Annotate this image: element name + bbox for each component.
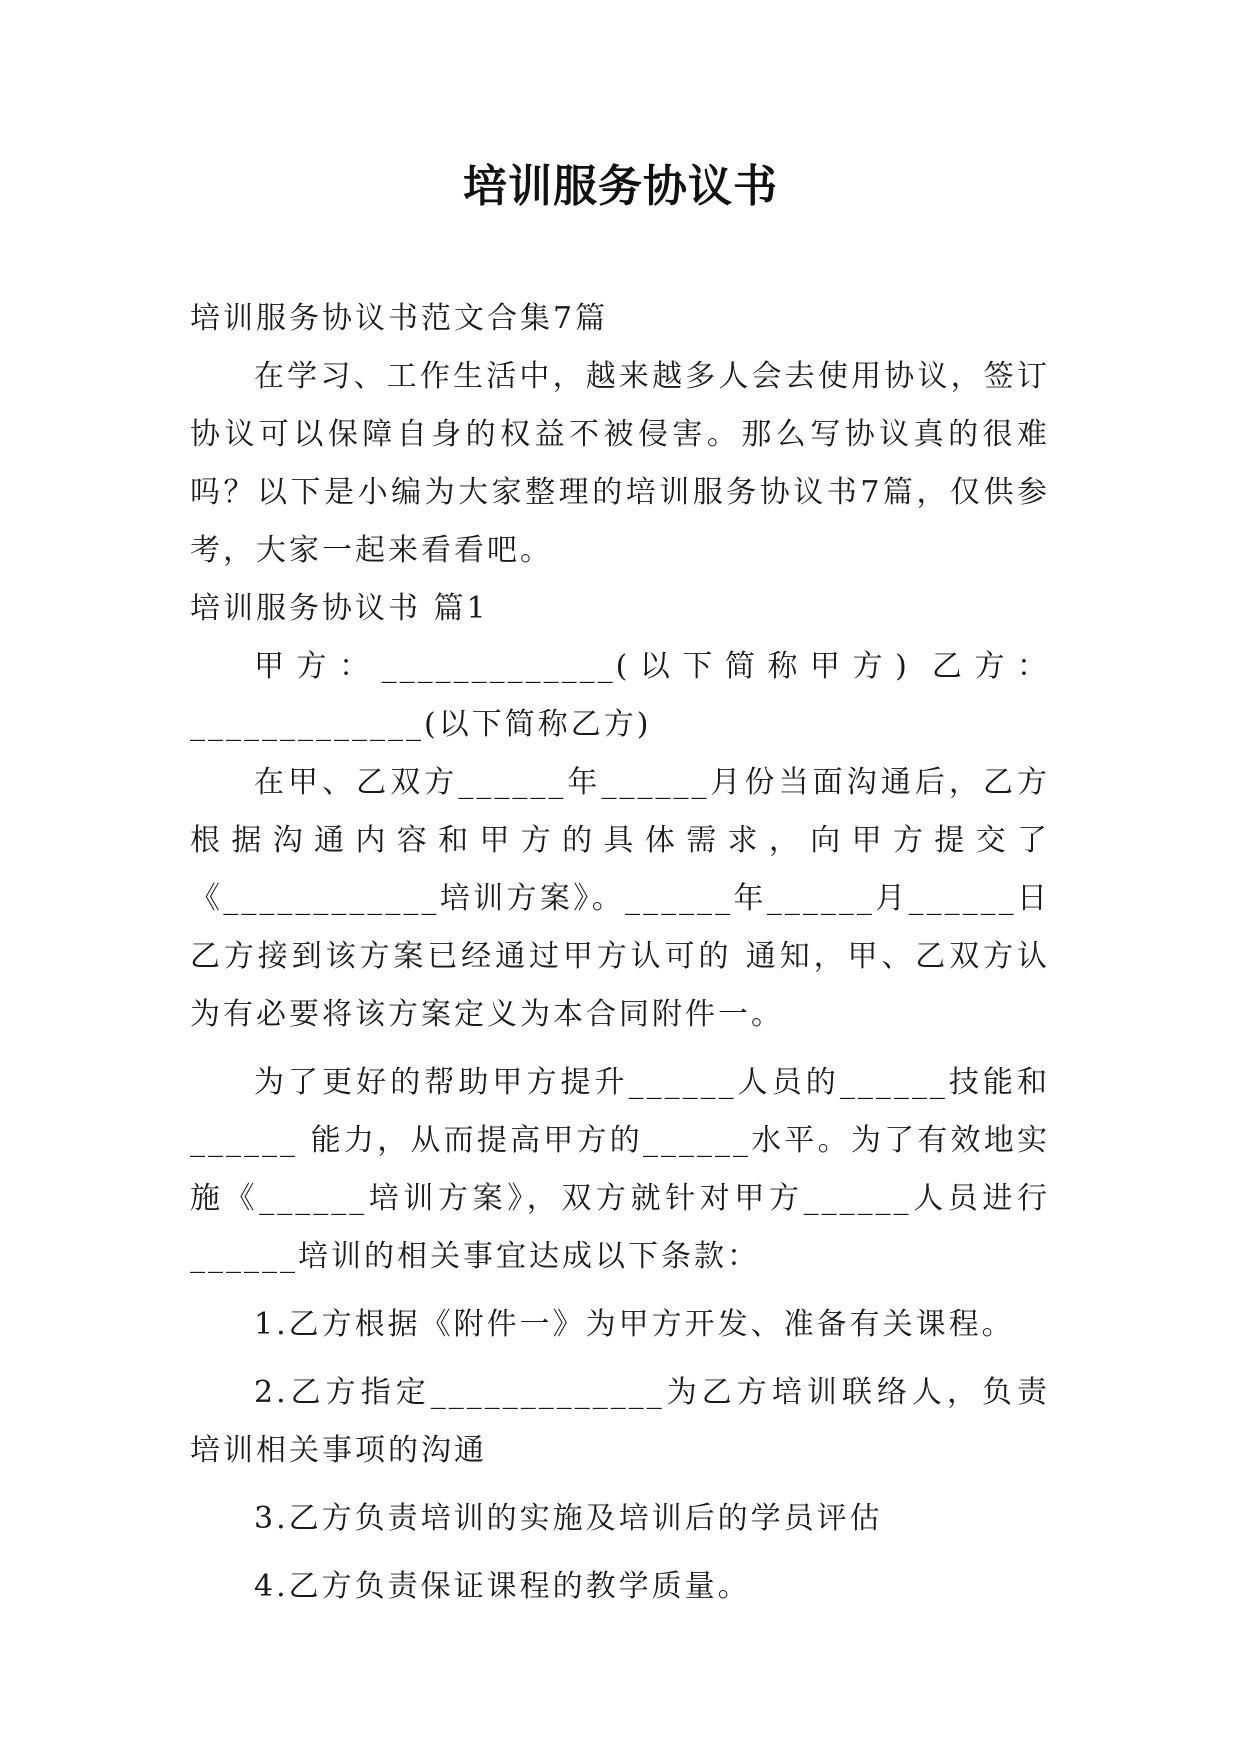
document-body <box>190 290 1050 1616</box>
document-title: 培训服务协议书 <box>463 161 778 212</box>
intro-paragraph: 在学习、工作生活中，越来越多人会去使用协议，签订协议可以保障自身的权益不被侵害。那么写协议真的很难吗？以下是小编为大家整理的培训服务协议书7篇，仅供参考，大家一起来看看吧。 <box>190 359 1050 568</box>
parties-paragraph: 甲方：_____________(以下简称甲方) 乙方：_____________(以下简称乙方) <box>190 649 1050 742</box>
section-heading: 培训服务协议书 篇1 <box>190 591 489 626</box>
clause-item-4: 4.乙方负责保证课程的教学质量。 <box>254 1569 751 1604</box>
clause-item-3: 3.乙方负责培训的实施及培训后的学员评估 <box>254 1501 883 1536</box>
clause-item-2: 2.乙方指定_____________为乙方培训联络人，负责培训相关事项的沟通 <box>190 1375 1050 1468</box>
background-paragraph: 在甲、乙双方______年______月份当面沟通后，乙方根据沟通内容和甲方的具体需求，向甲方提交了《____________培训方案》。______年______月______日乙方接到该方案已经通过甲方认可的 通知，甲、乙双方认为有必要将该方案定义为本合同附件一。 <box>190 765 1050 1032</box>
purpose-paragraph: 为了更好的帮助甲方提升______人员的______技能和______ 能力，从而提高甲方的______水平。为了有效地实施《______培训方案》，双方就针对甲方______人员进行______培训的相关事宜达成以下条款： <box>190 1065 1050 1274</box>
clause-item-1: 1.乙方根据《附件一》为甲方开发、准备有关课程。 <box>254 1307 1015 1342</box>
subtitle-paragraph: 培训服务协议书范文合集7篇 <box>190 301 609 336</box>
